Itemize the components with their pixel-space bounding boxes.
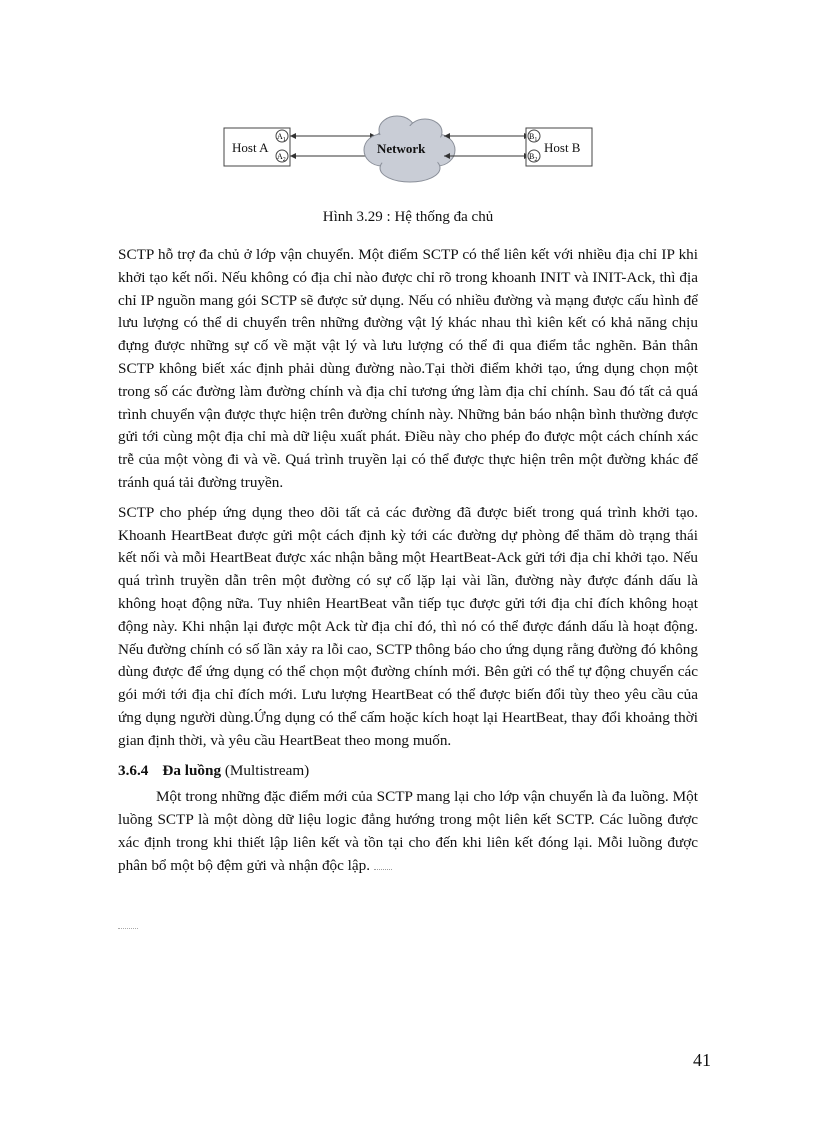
section-heading <box>118 760 698 783</box>
multihoming-diagram <box>222 108 594 192</box>
trailing-dots <box>374 869 392 870</box>
a2-label: $A_2$ <box>277 152 286 163</box>
host-b-label: Host B <box>544 140 581 155</box>
footnote-dots <box>118 928 138 929</box>
body-text <box>118 244 698 885</box>
b1-label: $B_1$ <box>529 132 538 143</box>
a1-label: $A_1$ <box>277 132 286 143</box>
network-label: Network <box>377 141 426 156</box>
paragraph-multihoming: SCTP hỗ trợ đa chủ ở lớp vận chuyển. Một điểm SCTP có thể liên kết với nhiều địa chỉ IP khi khởi tạo kết nối. Nếu không có địa chỉ nào được chỉ rõ trong khoanh INIT và INIT-Ack, thì địa chỉ IP nguồn mang gói SCTP sẽ được sử dụng. Nếu có nhiều đường và mạng được cấu hình để lưu lượng có thể di chuyển trên những đường vật lý khác nhau thì kiên kết có khả năng chịu đựng được những sự cố về mặt vật lý và lưu lượng có thể đi qua điểm tắc nghẽn. Bản thân SCTP không biết xác định phải dùng đường nào.Tại thời điểm khởi tạo, ứng dụng chọn một trong số các đường làm đường chính và địa chỉ tương ứng làm địa chỉ chính. Sau đó tất cả quá trình chuyển vận được thực hiện trên đường chính này. Những bản báo nhận bình thường được gửi tới cùng một địa chỉ mà dữ liệu xuất phát. Điều này cho phép đo được một cách chính xác trễ của một vòng đi và về. Quá trình truyền lại có thể được thực hiện trên một đường khác để tránh quá tải đường truyền. <box>118 246 698 491</box>
paragraph-heartbeat: SCTP cho phép ứng dụng theo dõi tất cả các đường đã được biết trong quá trình khởi tạo. Khoanh HeartBeat được gửi một cách định kỳ tới các đường dự phòng để thăm dò trạng thái kết nối và mỗi HeartBeat được xác nhận bằng một HeartBeat-Ack gửi tới địa chỉ khởi tạo. Nếu quá trình truyền dẫn trên một đường có sự cố lặp lại vài lần, đường này được đánh dấu là không hoạt động nữa. Tuy nhiên HeartBeat vẫn tiếp tục được gửi tới địa chỉ đích không hoạt động này. Khi nhận lại được một Ack từ địa chỉ đó, thì nó có thể được đánh dấu là hoạt động. Nếu đường chính có số lần xảy ra lỗi cao, SCTP thông báo cho ứng dụng rằng đường đó không dùng được để ứng dụng có thể chọn một đường chính mới. Bên gửi có thể tự động chuyển các gói mới tới địa chỉ đích mới. Lưu lượng HeartBeat có thể được biến đổi tùy theo yêu cầu của ứng dụng người dùng.Ứng dụng có thể cấm hoặc kích hoạt lại HeartBeat, thay đổi khoảng thời gian định thời, và yêu cầu HeartBeat theo mong muốn. <box>118 503 698 749</box>
section-number: 3.6.4 <box>118 761 149 779</box>
section-subtitle: (Multistream) <box>224 761 310 779</box>
host-a-label: Host A <box>232 140 269 155</box>
paragraph-multistream <box>118 786 698 877</box>
page-number: 41 <box>693 1050 711 1070</box>
b2-label: $B_2$ <box>529 152 538 163</box>
multihoming-figure <box>222 108 594 192</box>
section-title: Đa luồng <box>162 761 222 779</box>
figure-caption: Hình 3.29 : Hệ thống đa chủ <box>322 209 494 225</box>
paragraph-multistream-text: Một trong những đặc điểm mới của SCTP mang lại cho lớp vận chuyển là đa luồng. Một luồng SCTP là một dòng dữ liệu logic đẳng hướng trong một liên kết SCTP. Các luồng được xác định trong khi thiết lập liên kết và tồn tại cho đến khi liên kết đóng lại. Mỗi luồng được phân bổ một bộ đệm gửi và nhận độc lập. <box>118 788 698 874</box>
